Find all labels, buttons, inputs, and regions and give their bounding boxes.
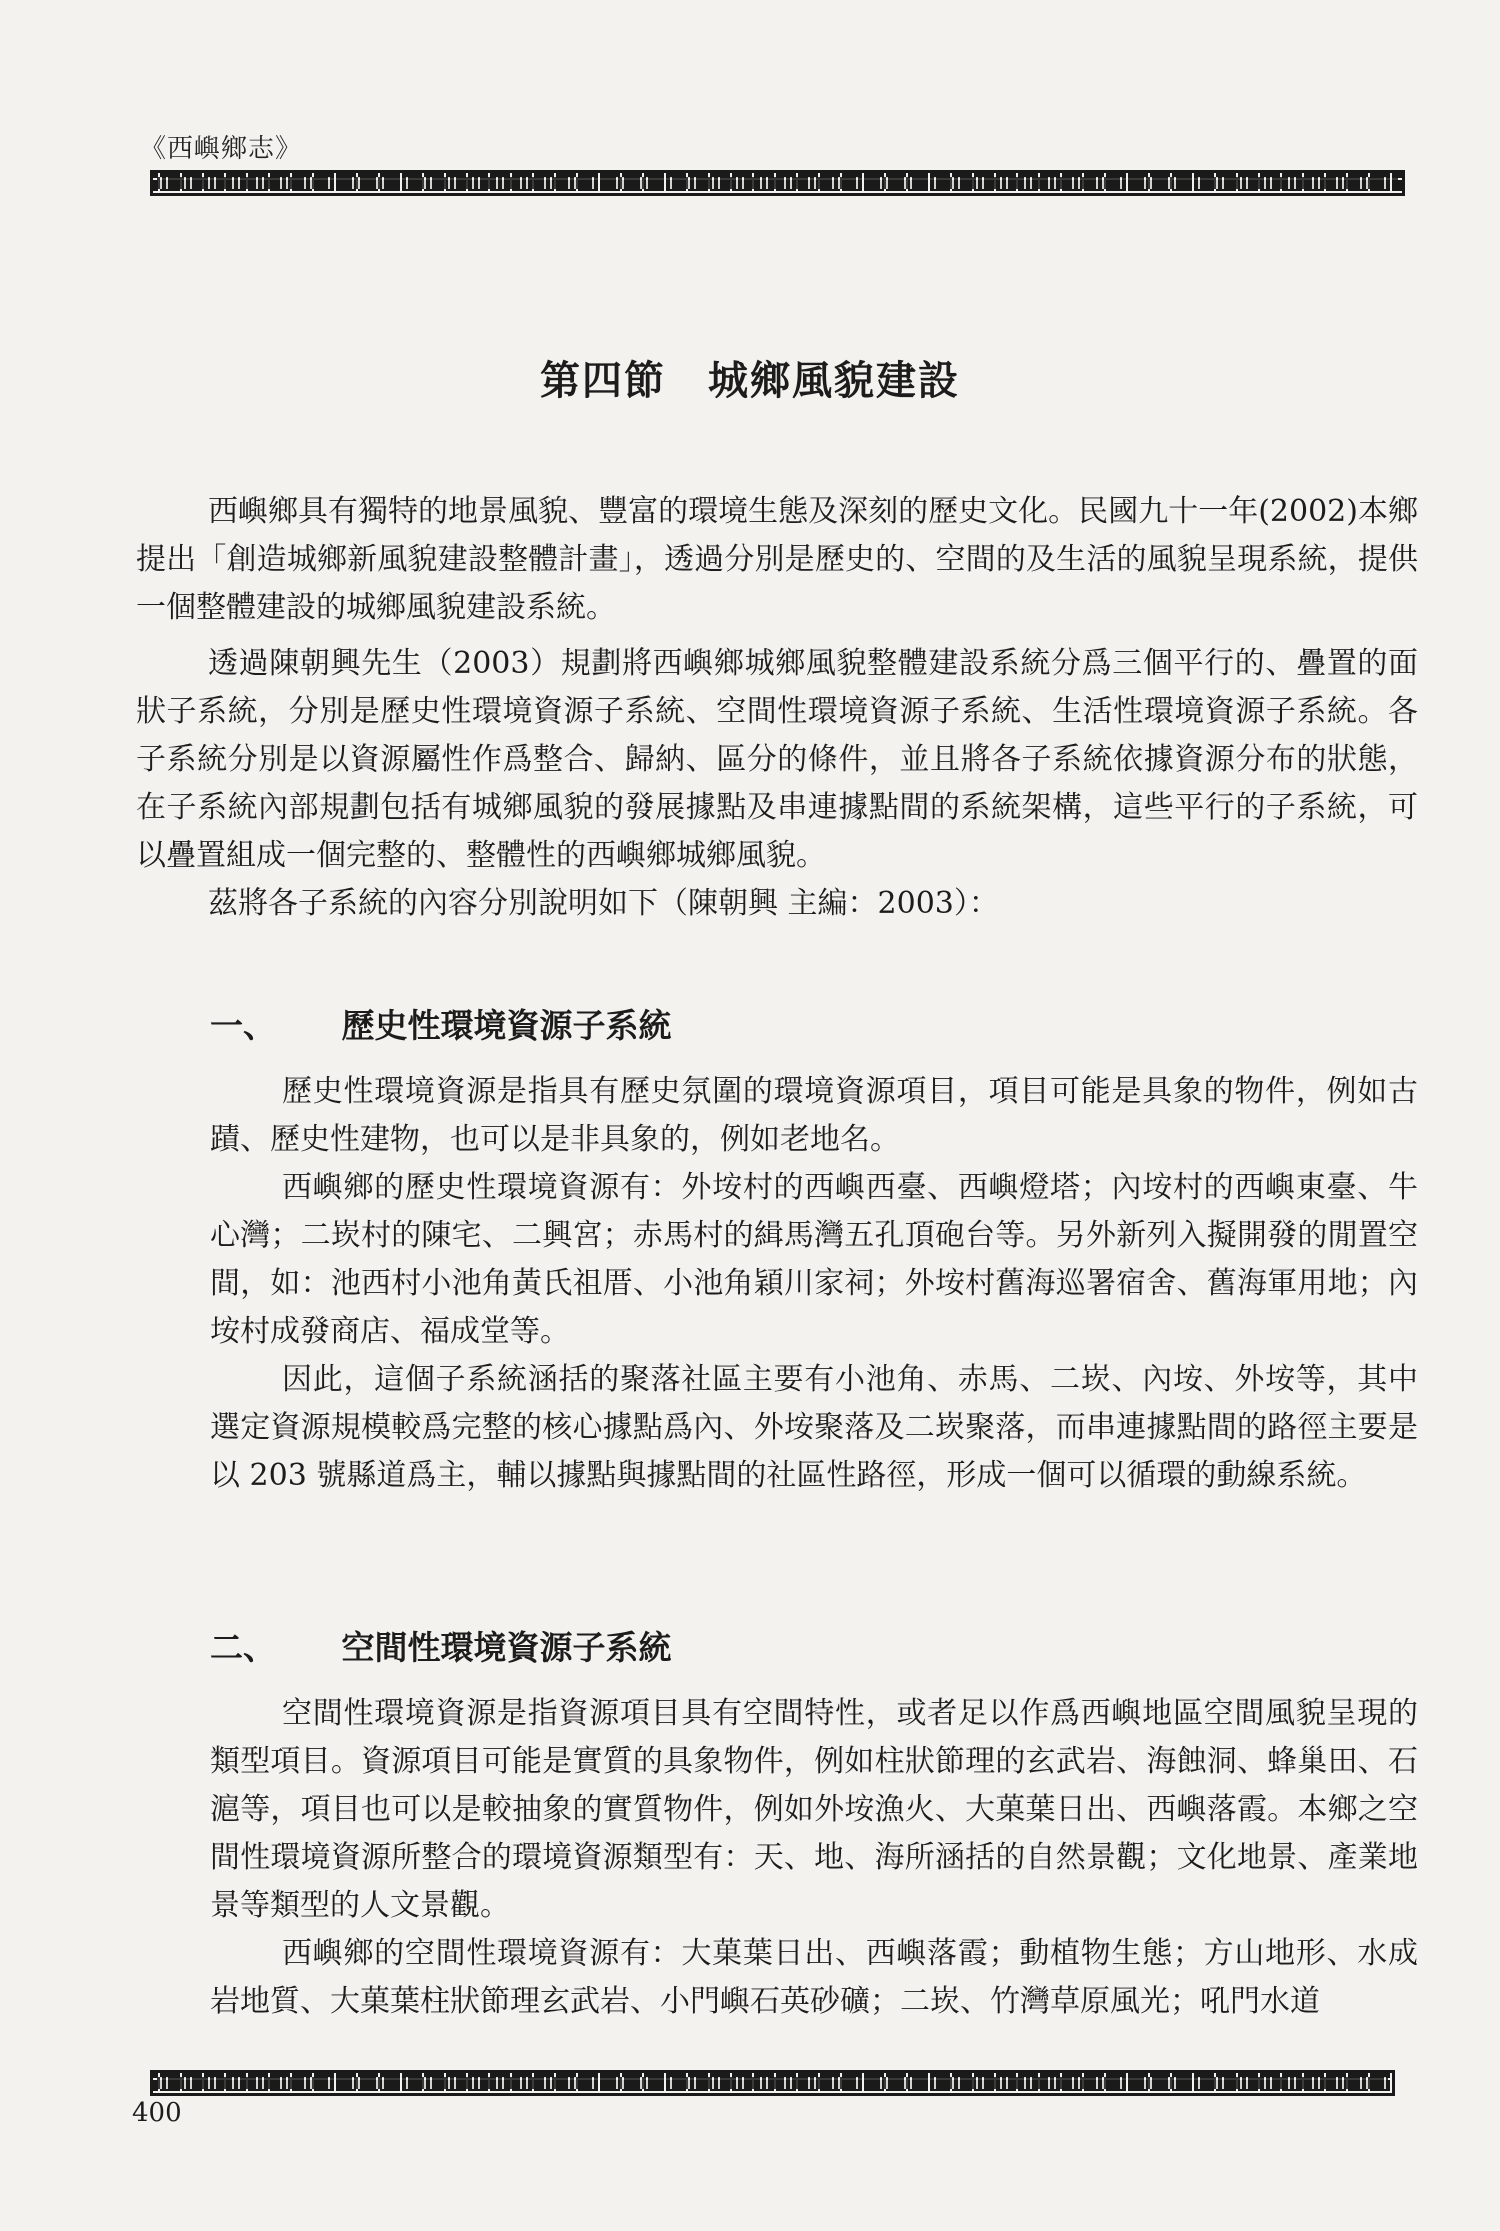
subsection-2-number: 二、 bbox=[210, 1628, 276, 1667]
running-head: 《西嶼鄉志》 bbox=[140, 134, 303, 164]
subsection-1-paragraph-2: 西嶼鄉的歷史性環境資源有：外垵村的西嶼西臺、西嶼燈塔；內垵村的西嶼東臺、牛心灣；二崁村的陳宅、二興宮；赤馬村的緝馬灣五孔頂砲台等。另外新列入擬開發的閒置空間，如：池西村小池角黃氏祖厝、小池角穎川家祠；外垵村舊海巡署宿舍、舊海軍用地；內垵村成發商店、福成堂等。 bbox=[210, 1170, 1418, 1349]
subsection-2-title: 空間性環境資源子系統 bbox=[341, 1628, 672, 1667]
subsection-1-title: 歷史性環境資源子系統 bbox=[341, 1006, 672, 1045]
subsection-2-paragraph-2: 西嶼鄉的空間性環境資源有：大菓葉日出、西嶼落霞；動植物生態；方山地形、水成岩地質、大菓葉柱狀節理玄武岩、小門嶼石英砂礦；二崁、竹灣草原風光；吼門水道 bbox=[210, 1936, 1418, 2019]
section-title: 第四節 城鄉風貌建設 bbox=[540, 356, 960, 404]
subsection-2-heading bbox=[210, 1622, 672, 1669]
subsection-1-paragraph-1: 歷史性環境資源是指具有歷史氛圍的環境資源項目，項目可能是具象的物件，例如古蹟、歷史性建物，也可以是非具象的，例如老地名。 bbox=[210, 1074, 1418, 1157]
subsection-2-paragraph-1: 空間性環境資源是指資源項目具有空間特性，或者足以作爲西嶼地區空間風貌呈現的類型項目。資源項目可能是實質的具象物件，例如柱狀節理的玄武岩、海蝕洞、蜂巢田、石滬等，項目也可以是較抽象的實質物件，例如外垵漁火、大菓葉日出、西嶼落霞。本鄉之空間性環境資源所整合的環境資源類型有：天、地、海所涵括的自然景觀；文化地景、產業地景等類型的人文景觀。 bbox=[210, 1696, 1418, 1923]
subsection-1-paragraph-3: 因此，這個子系統涵括的聚落社區主要有小池角、赤馬、二崁、內垵、外垵等，其中選定資源規模較爲完整的核心據點爲內、外垵聚落及二崁聚落，而串連據點間的路徑主要是以 203 號縣道爲主，輔以據點與據點間的社區性路徑，形成一個可以循環的動線系統。 bbox=[210, 1362, 1418, 1493]
page-number: 400 bbox=[132, 2098, 182, 2128]
intro-paragraph-2: 透過陳朝興先生（2003）規劃將西嶼鄉城鄉風貌整體建設系統分爲三個平行的、疊置的面狀子系統，分別是歷史性環境資源子系統、空間性環境資源子系統、生活性環境資源子系統。各子系統分別是以資源屬性作爲整合、歸納、區分的條件，並且將各子系統依據資源分布的狀態，在子系統內部規劃包括有城鄉風貌的發展據點及串連據點間的系統架構，這些平行的子系統，可以疊置組成一個完整的、整體性的西嶼鄉城鄉風貌。 bbox=[136, 646, 1418, 873]
decorative-fret-border-bottom bbox=[150, 2070, 1395, 2096]
subsection-1-number: 一、 bbox=[210, 1006, 276, 1045]
decorative-fret-border-top bbox=[150, 170, 1405, 196]
subsection-1-heading bbox=[210, 1000, 672, 1047]
intro-paragraph-1: 西嶼鄉具有獨特的地景風貌、豐富的環境生態及深刻的歷史文化。民國九十一年(2002)本鄉提出「創造城鄉新風貌建設整體計畫」，透過分別是歷史的、空間的及生活的風貌呈現系統，提供一個整體建設的城鄉風貌建設系統。 bbox=[136, 494, 1418, 625]
intro-paragraph-3: 茲將各子系統的內容分別說明如下（陳朝興 主編：2003）： bbox=[208, 886, 999, 921]
